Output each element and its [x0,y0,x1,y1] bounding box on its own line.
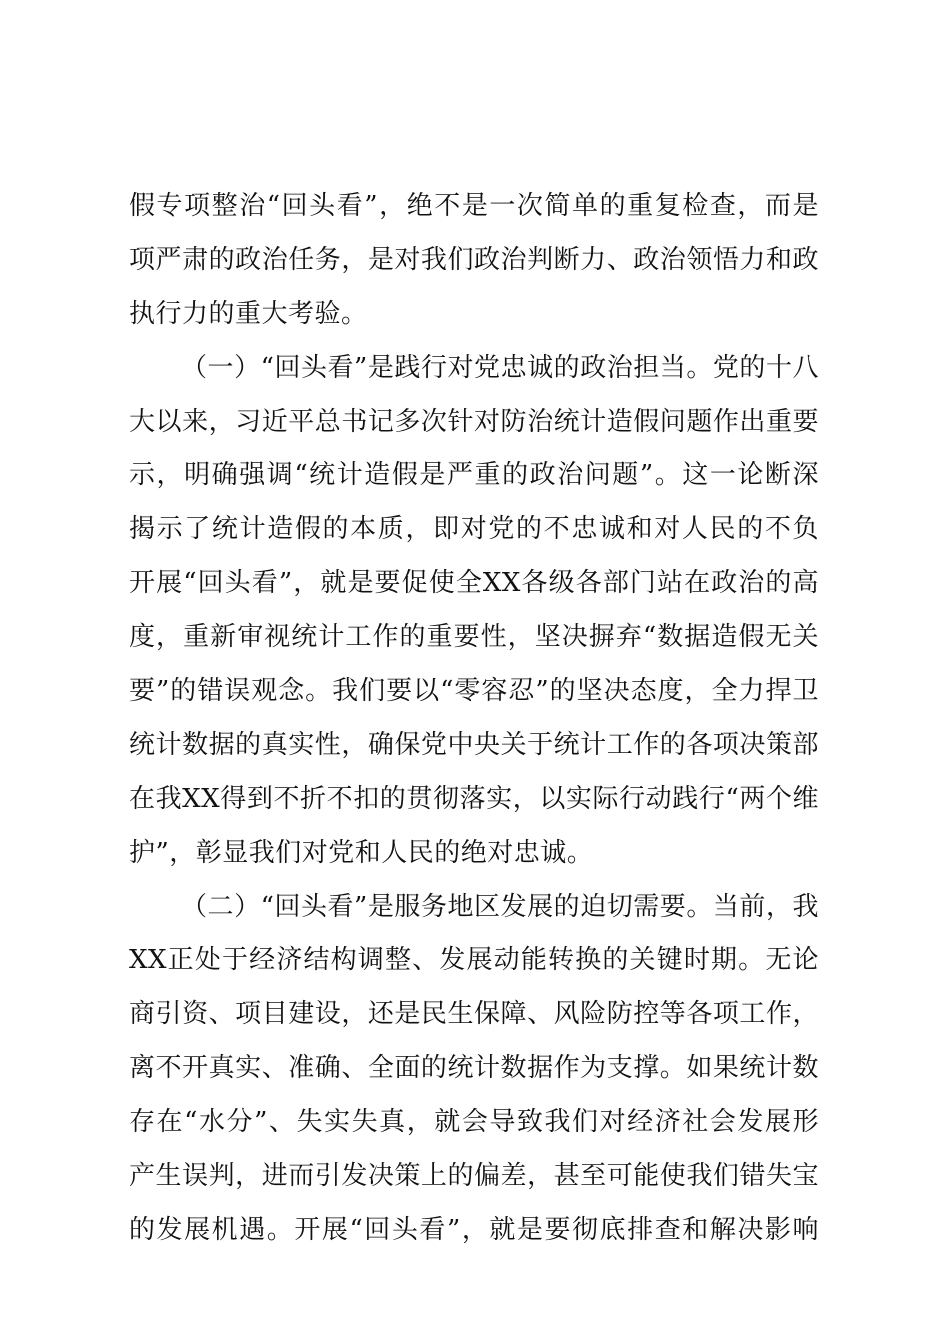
section-heading-line: （一）“回头看”是践行对党忠诚的政治担当。党的十八 [181,352,819,383]
text-line: 护”，彰显我们对党和人民的绝对忠诚。 [129,837,594,868]
text-line: 的发展机遇。开展“回头看”，就是要彻底排查和解决影响 [129,1214,819,1245]
text-line: 度，重新审视统计工作的重要性，坚决摒弃“数据造假无关 [129,622,819,653]
text-line: 执行力的重大考验。 [129,298,368,329]
section-heading-line: （二）“回头看”是服务地区发展的迫切需要。当前，我 [181,891,819,922]
text-line: 大以来，习近平总书记多次针对防治统计造假问题作出重要 [129,406,819,437]
text-line: 产生误判，进而引发决策上的偏差，甚至可能使我们错失宝 [129,1161,819,1192]
text-line: 项严肃的政治任务，是对我们政治判断力、政治领悟力和政 [129,244,819,275]
text-line: 离不开真实、准确、全面的统计数据作为支撑。如果统计数 [129,1053,819,1084]
text-line: 要”的错误观念。我们要以“零容忍”的坚决态度，全力捍卫 [129,676,819,707]
text-line: 存在“水分”、失实失真，就会导致我们对经济社会发展形 [129,1107,819,1138]
text-line: 假专项整治“回头看”，绝不是一次简单的重复检查，而是 [129,191,819,221]
text-line: XX正处于经济结构调整、发展动能转换的关键时期。无论 [129,945,819,976]
text-line: 示，明确强调“统计造假是严重的政治问题”。这一论断深 [129,460,819,491]
body-text [129,180,819,1258]
text-line: 统计数据的真实性，确保党中央关于统计工作的各项决策部 [129,729,819,760]
text-line: 商引资、项目建设，还是民生保障、风险防控等各项工作， [129,999,819,1030]
text-line: 开展“回头看”，就是要促使全XX各级各部门站在政治的高 [129,568,819,599]
text-line: 在我XX得到不折不扣的贯彻落实，以实际行动践行“两个维 [129,783,819,814]
text-line: 揭示了统计造假的本质，即对党的不忠诚和对人民的不负 [129,514,819,545]
